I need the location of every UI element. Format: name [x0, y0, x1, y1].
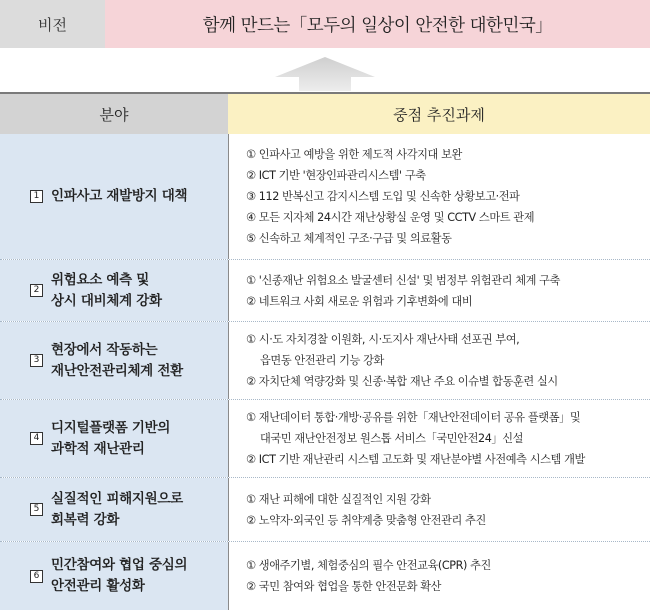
vision-banner: [0, 0, 650, 48]
row-number: 6: [30, 570, 43, 583]
task-item: ① 재난 피해에 대한 실질적인 지원 강화: [246, 492, 431, 506]
field-name: [51, 270, 162, 312]
header-tasks: 중점 추진과제: [228, 94, 650, 134]
field-line: 민간참여와 협업 중심의: [51, 557, 188, 573]
row-number: 3: [30, 354, 43, 367]
field-cell: [0, 400, 228, 477]
task-item: ② ICT 기반 '현장인파관리시스템' 구축: [246, 169, 426, 182]
field-cell: [0, 322, 228, 399]
task-item: ③ 112 반복신고 감지시스템 도입 및 신속한 상황보고·전파: [246, 190, 520, 203]
task-item-continuation: 읍면동 안전관리 기능 강화: [260, 354, 384, 367]
field-cell: [0, 478, 228, 541]
field-line: 회복력 강화: [51, 511, 120, 528]
row-number: 1: [30, 190, 43, 203]
task-item: ② 국민 참여와 협업을 통한 안전문화 확산: [246, 580, 442, 593]
tasks-cell: [228, 260, 650, 321]
task-item: ① 재난데이터 통합·개방·공유를 위한「재난안전데이터 공유 플랫폼」및: [246, 411, 581, 424]
table-row: [0, 322, 650, 400]
field-name: [51, 418, 170, 460]
tasks-cell: [228, 134, 650, 259]
task-item: ② 네트워크 사회 새로운 위험과 기후변화에 대비: [246, 294, 473, 308]
tasks-cell: [228, 542, 650, 610]
strategy-table: [0, 92, 650, 610]
field-line: 디지털플랫폼 기반의: [51, 419, 171, 436]
tasks-cell: [228, 478, 650, 541]
task-item: ④ 모든 지자체 24시간 재난상황실 운영 및 CCTV 스마트 관제: [246, 211, 535, 224]
field-line: 상시 대비체계 강화: [51, 292, 162, 309]
table-row: [0, 134, 650, 260]
table-row: [0, 400, 650, 478]
field-line: 과학적 재난관리: [51, 440, 145, 457]
field-cell: [0, 134, 228, 259]
task-item: ② ICT 기반 재난관리 시스템 고도화 및 재난분야별 사전예측 시스템 개발: [246, 453, 585, 466]
task-item: ① 인파사고 예방을 위한 제도적 사각지대 보완: [246, 148, 462, 161]
header-field: 분야: [0, 94, 228, 134]
field-line: 재난안전관리체계 전환: [51, 362, 183, 379]
task-item: ② 자치단체 역량강화 및 신종·복합 재난 주요 이슈별 합동훈련 실시: [246, 375, 558, 388]
field-name: [51, 340, 183, 382]
row-number: 2: [30, 284, 43, 297]
field-cell: [0, 542, 228, 610]
field-line: 현장에서 작동하는: [51, 341, 158, 358]
tasks-cell: [228, 400, 650, 477]
field-name: [51, 186, 187, 207]
table-header: [0, 92, 650, 134]
table-row: [0, 478, 650, 542]
field-line: 안전관리 활성화: [51, 578, 145, 594]
field-line: 위험요소 예측 및: [51, 271, 149, 288]
task-item: ① '신종재난 위험요소 발굴센터 신설' 및 범정부 위험관리 체계 구축: [246, 273, 560, 287]
task-item: ① 시·도 자치경찰 이원화, 시·도지사 재난사태 선포권 부여,: [246, 333, 520, 346]
field-cell: [0, 260, 228, 321]
up-arrow-icon: [265, 53, 385, 91]
field-name: [51, 555, 187, 597]
task-item: ① 생애주기별, 체험중심의 필수 안전교육(CPR) 추진: [246, 559, 491, 572]
field-line: 인파사고 재발방지 대책: [51, 188, 188, 204]
field-name: [51, 489, 183, 531]
vision-label: 비전: [0, 0, 105, 48]
vision-statement: 함께 만드는「모두의 일상이 안전한 대한민국」: [105, 0, 650, 48]
row-number: 4: [30, 432, 43, 445]
field-line: 실질적인 피해지원으로: [51, 490, 183, 507]
row-number: 5: [30, 503, 43, 516]
task-item-continuation: 대국민 재난안전정보 원스톱 서비스「국민안전24」신설: [260, 432, 524, 445]
table-row: [0, 260, 650, 322]
task-item: ⑤ 신속하고 체계적인 구조·구급 및 의료활동: [246, 232, 452, 245]
task-item: ② 노약자·외국인 등 취약계층 맞춤형 안전관리 추진: [246, 513, 486, 527]
table-row: [0, 542, 650, 610]
tasks-cell: [228, 322, 650, 399]
